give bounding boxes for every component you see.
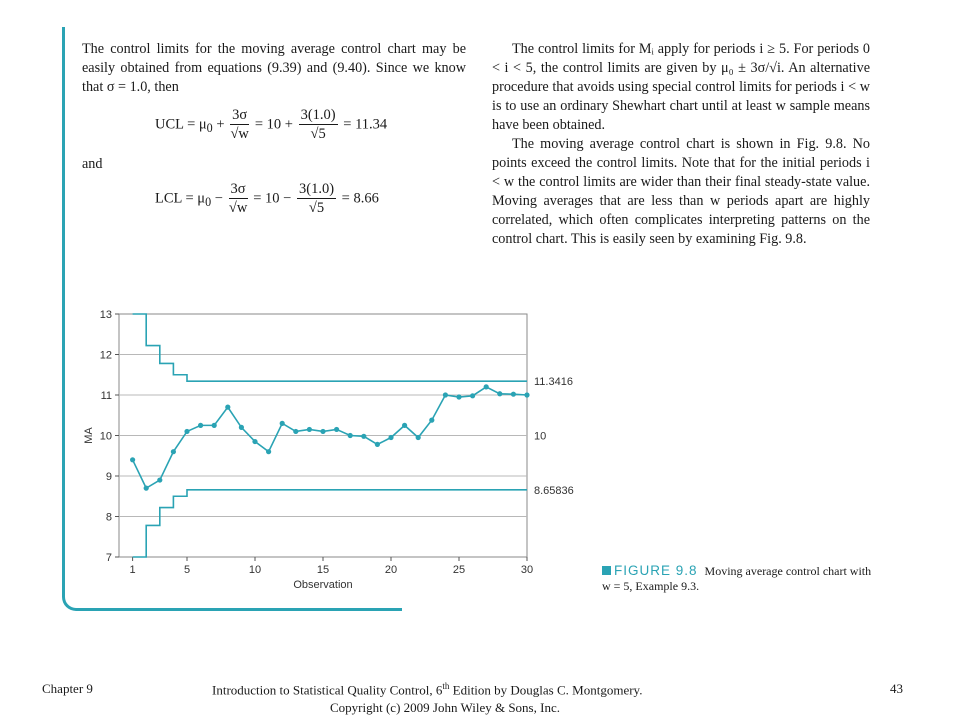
ma-point bbox=[280, 421, 285, 426]
ma-point bbox=[212, 423, 217, 428]
right-paragraph-2: The moving average control chart is shown in Fig. 9.8. No points exceed the control limits. Note that for the initial periods i < w the control limits are wider than their final steady-state value. Moving averages that are less than w periods apart are highly correlated, which often complicates interpreting patterns on the control chart. This is easily seen by examining Fig. 9.8. bbox=[492, 136, 870, 247]
ucl-value-label: 11.3416 bbox=[534, 376, 573, 389]
lcl-lhs: LCL = μ bbox=[155, 190, 206, 207]
lcl-frac2-num: 3(1.0) bbox=[298, 181, 335, 197]
lcl-frac2-den: √5 bbox=[308, 200, 325, 216]
ma-point bbox=[348, 433, 353, 438]
figure-caption bbox=[602, 563, 882, 594]
y-tick-label: 8 bbox=[105, 511, 112, 524]
lcl-op: − bbox=[214, 190, 223, 207]
ucl-op: + bbox=[216, 116, 225, 133]
ma-point bbox=[252, 439, 257, 444]
ma-point bbox=[524, 392, 529, 397]
ma-point bbox=[198, 423, 203, 428]
ucl-mid: = 10 + bbox=[254, 116, 293, 133]
ma-point bbox=[184, 429, 189, 434]
ma-point bbox=[266, 449, 271, 454]
ma-point bbox=[157, 477, 162, 482]
ucl-lhs: UCL = μ bbox=[155, 116, 207, 133]
ma-point bbox=[497, 391, 502, 396]
ucl-subscript: 0 bbox=[206, 121, 213, 136]
y-tick-label: 10 bbox=[99, 430, 112, 443]
y-tick-label: 13 bbox=[99, 309, 112, 321]
x-tick-label: 5 bbox=[183, 564, 191, 576]
ma-point bbox=[429, 418, 434, 423]
ma-point bbox=[388, 435, 393, 440]
x-axis-label: Observation bbox=[293, 579, 353, 591]
ucl-line bbox=[133, 314, 527, 381]
footer-chapter: Chapter 9 bbox=[42, 681, 93, 696]
ma-point bbox=[307, 427, 312, 432]
lcl-result: = 8.66 bbox=[341, 190, 379, 207]
x-tick-label: 1 bbox=[129, 564, 136, 576]
lcl-frac-num: 3σ bbox=[230, 181, 246, 197]
ma-point bbox=[470, 393, 475, 398]
ma-point bbox=[361, 434, 366, 439]
left-paragraph: The control limits for the moving average control chart may be easily obtained from equations (9.39) and (9.40). Since we know that σ = 1.0, then bbox=[82, 41, 466, 95]
footer-title bbox=[212, 681, 642, 698]
ucl-frac2-den: √5 bbox=[310, 126, 326, 142]
lcl-subscript: 0 bbox=[205, 195, 212, 210]
lcl-value-label: 8.65836 bbox=[534, 484, 574, 497]
ma-point bbox=[293, 429, 298, 434]
lcl-line bbox=[133, 490, 527, 557]
ma-point bbox=[334, 427, 339, 432]
ma-point bbox=[239, 425, 244, 430]
figure-marker bbox=[602, 566, 611, 575]
x-tick-label: 30 bbox=[520, 564, 534, 576]
y-tick-label: 11 bbox=[100, 390, 112, 402]
x-tick-label: 20 bbox=[384, 564, 398, 576]
ma-point bbox=[416, 435, 421, 440]
ma-point bbox=[484, 384, 489, 389]
ucl-frac2-num: 3(1.0) bbox=[300, 107, 336, 123]
ma-point bbox=[511, 392, 516, 397]
ma-point bbox=[402, 423, 407, 428]
ma-point bbox=[443, 392, 448, 397]
ma-point bbox=[130, 457, 135, 462]
y-tick-label: 7 bbox=[105, 552, 112, 564]
figure-label: FIGURE 9.8 bbox=[614, 563, 698, 578]
ucl-frac-num: 3σ bbox=[232, 107, 248, 123]
ma-point bbox=[225, 405, 230, 410]
and-label: and bbox=[82, 156, 103, 172]
footer-page-number: 43 bbox=[890, 681, 903, 696]
footer-copyright: Copyright (c) 2009 John Wiley & Sons, Inc. bbox=[330, 700, 560, 715]
y-tick-label: 12 bbox=[99, 349, 112, 362]
figure-caption-text: Moving average control chart with w = 5, Example 9.3. bbox=[602, 564, 872, 593]
y-axis-label: MA bbox=[83, 427, 95, 444]
footer-title-prefix: Introduction to Statistical Quality Control, 6 bbox=[212, 682, 443, 698]
ma-point bbox=[144, 486, 149, 491]
ma-point bbox=[320, 429, 325, 434]
ucl-frac-den: √w bbox=[230, 126, 249, 142]
x-tick-label: 10 bbox=[248, 564, 262, 576]
lcl-mid: = 10 − bbox=[253, 190, 292, 207]
footer-title-sup: th bbox=[442, 681, 450, 691]
x-tick-label: 15 bbox=[316, 564, 330, 576]
center-value-label: 10 bbox=[534, 430, 547, 443]
y-tick-label: 9 bbox=[105, 471, 112, 483]
x-tick-label: 25 bbox=[452, 564, 466, 576]
lcl-frac-den: √w bbox=[228, 200, 248, 216]
ucl-result: = 11.34 bbox=[343, 116, 388, 133]
right-paragraph-1: The control limits for Mᵢ apply for periods i ≥ 5. For periods 0 < i < 5, the control limits are given by μ₀ ± 3σ/√i. An alternative procedure that avoids using special control limits for periods i < w is to use an ordinary Shewhart chart until at least w sample means have been obtained. bbox=[492, 41, 870, 133]
ma-point bbox=[456, 394, 461, 399]
ma-point bbox=[171, 449, 176, 454]
footer-title-suffix: Edition by Douglas C. Montgomery. bbox=[449, 682, 643, 698]
ma-series-line bbox=[133, 387, 527, 488]
ma-point bbox=[375, 442, 380, 447]
